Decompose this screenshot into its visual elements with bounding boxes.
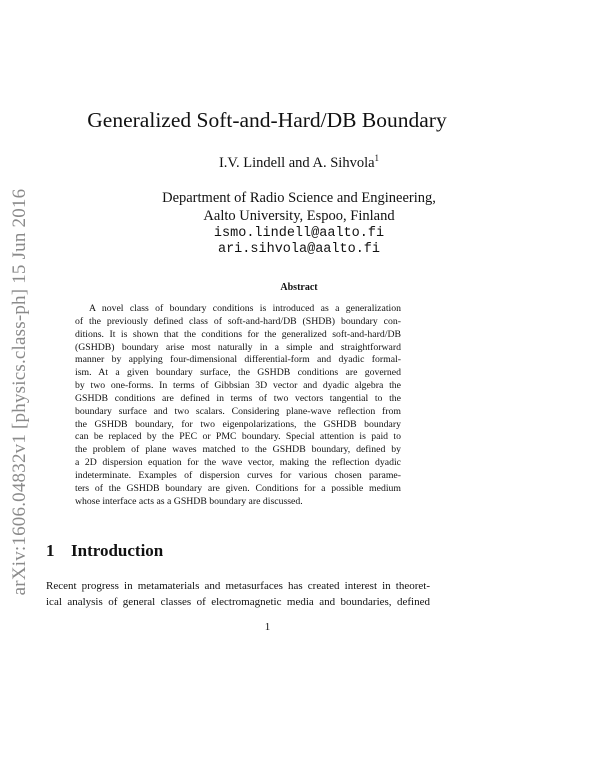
section-heading-introduction	[46, 541, 163, 561]
abstract-line: ism. At a given boundary surface, the GSHDB conditions are governed	[75, 367, 401, 379]
abstract-line: ters of the GSHDB boundary are given. Conditions for a possible medium	[75, 482, 401, 494]
affiliation-line-2: Aalto University, Espoo, Finland	[203, 208, 395, 224]
affiliation-line-1: Department of Radio Science and Engineering,	[162, 190, 436, 206]
author-footnote-mark: 1	[374, 153, 380, 164]
author-line	[0, 155, 534, 172]
abstract-line: the GSHDB boundary, for two eigenpolarizations, the GSHDB boundary	[75, 418, 401, 430]
abstract-line: indeterminate. Examples of dispersion curves for various chosen parame-	[75, 469, 401, 481]
abstract-heading: Abstract	[280, 282, 318, 293]
email-lindell[interactable]: ismo.lindell@aalto.fi	[213, 226, 385, 241]
title-block	[0, 108, 470, 133]
section-title: Introduction	[71, 541, 164, 560]
page-number: 1	[264, 621, 271, 633]
paper-title: Generalized Soft-and-Hard/DB Boundary	[87, 108, 447, 132]
abstract-line: whose interface acts as a GSHDB boundary are discussed.	[75, 495, 303, 507]
abstract-line: A novel class of boundary conditions is introduced as a generalization	[89, 303, 401, 314]
intro-line: Recent progress in metamaterials and metasurfaces has created interest in theoret-	[46, 580, 430, 592]
abstract-line: by two one-forms. In terms of Gibbsian 3D vector and dyadic algebra the	[75, 380, 401, 392]
author-names: I.V. Lindell and A. Sihvola	[218, 155, 375, 171]
section-number: 1	[46, 541, 55, 560]
abstract-body	[75, 303, 401, 509]
abstract-line: of the previously defined class of soft-and-hard/DB (SHDB) boundary con-	[75, 315, 401, 327]
abstract-line: the problem of plane waves matched to the GSHDB boundary, defined by	[75, 444, 401, 456]
arxiv-identifier: arXiv:1606.04832v1 [physics.class-ph] 15 Jun 2016	[9, 188, 30, 596]
abstract-line: manner by applying four-dimensional differential-form and dyadic formal-	[75, 354, 401, 366]
introduction-body	[46, 578, 430, 610]
abstract-line: (GSHDB) boundary arise most naturally in a simple and straightforward	[75, 341, 401, 353]
abstract-line: a 2D dispersion equation for the wave vector, making the reflection dyadic	[75, 457, 401, 469]
email-sihvola[interactable]: ari.sihvola@aalto.fi	[217, 242, 381, 257]
intro-line: ical analysis of general classes of electromagnetic media and boundaries, defined	[46, 596, 430, 608]
abstract-line: boundary surface and two scalars. Considering plane-wave reflection from	[75, 405, 401, 417]
abstract-line: can be replaced by the PEC or PMC boundary. Special attention is paid to	[75, 431, 401, 443]
abstract-line: GSHDB conditions are defined in terms of two vectors tangential to the	[75, 392, 401, 404]
abstract-line: ditions. It is shown that the conditions for the generalized soft-and-hard/DB	[75, 328, 401, 340]
